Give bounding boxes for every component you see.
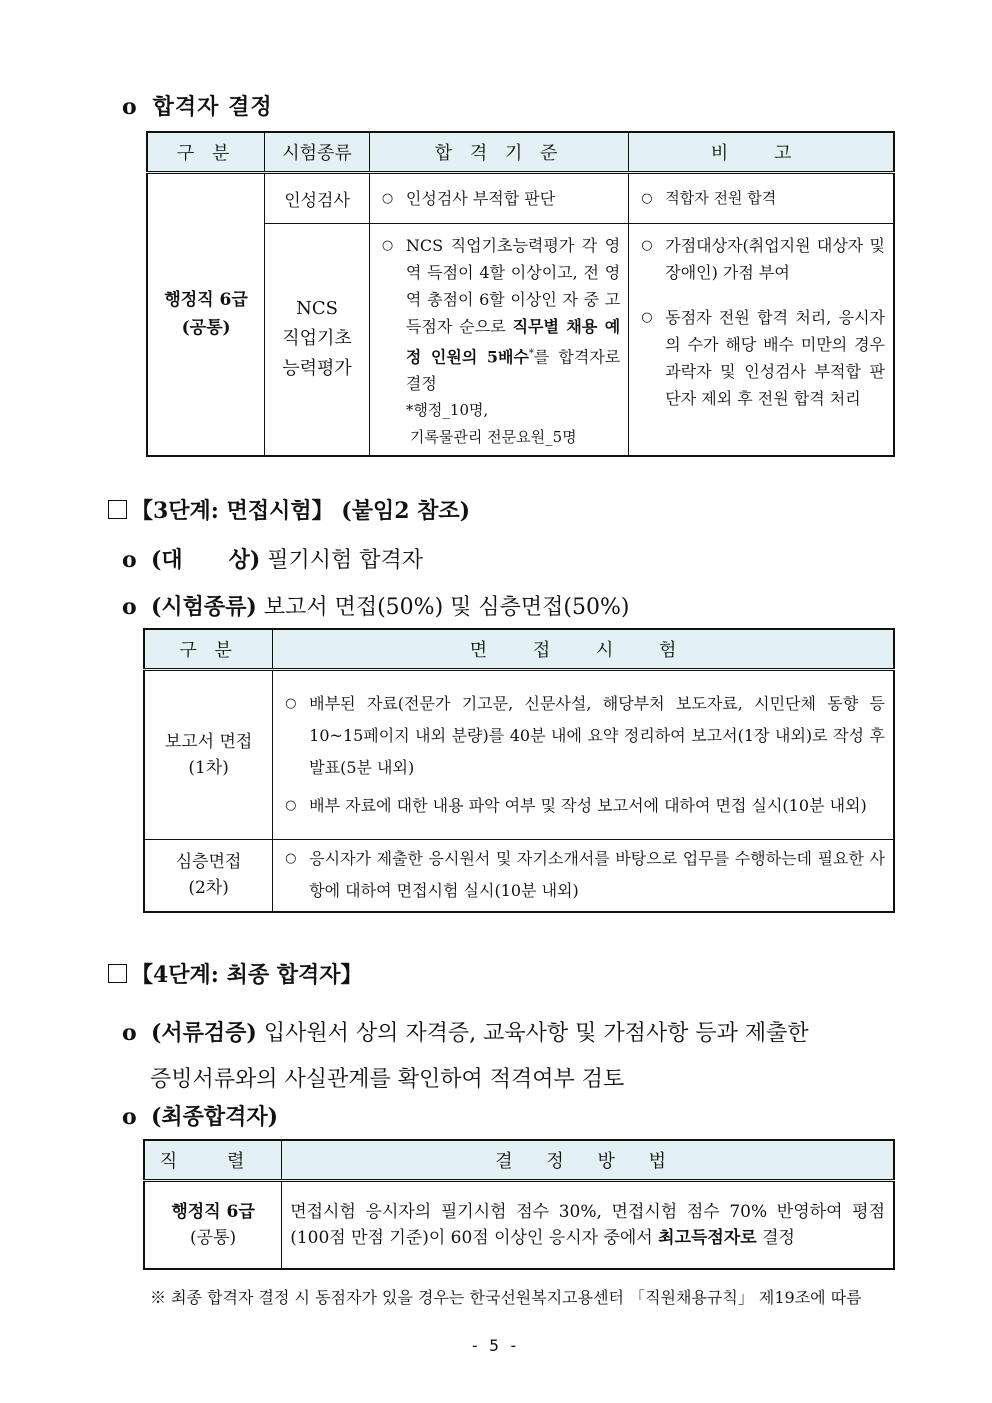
method-tail: 결정 (756, 1227, 795, 1248)
stage3-title: 【3단계: 면접시험】 (131, 498, 334, 524)
criteria-text (406, 232, 620, 451)
col-header-category: 구 분 (147, 132, 265, 173)
item-value-line1: 입사원서 상의 자격증, 교육사항 및 가점사항 등과 제출한 (263, 1021, 809, 1046)
category-cell (144, 840, 273, 912)
method-bold: 최고득점자로 (658, 1227, 757, 1248)
exam-type-cell: 인성검사 (265, 173, 370, 224)
exam-type-cell (265, 224, 370, 456)
table-row (144, 840, 894, 912)
category-cell (144, 670, 273, 840)
col-header-remarks: 비 고 (629, 132, 894, 173)
criteria-text-part: 를 합격자로 결정 (405, 347, 621, 394)
item-label: (시험종류) (151, 594, 257, 620)
category-line1: 보고서 면접 (164, 732, 253, 752)
category-line2: (1차) (188, 758, 229, 778)
page-number: - 5 - (470, 1336, 519, 1355)
stage4-item-doc-verify (122, 1010, 897, 1103)
heading-bullet: o (122, 94, 138, 120)
category-line2: (공통) (190, 1227, 237, 1248)
category-line2: (2차) (188, 878, 229, 899)
stage4-title: 【4단계: 최종 합격자】 (131, 962, 363, 988)
final-pass-table (143, 1139, 895, 1270)
table-row (144, 1181, 894, 1269)
category-cell (144, 1181, 282, 1269)
pass-decision-table (146, 131, 895, 457)
col-header-method: 결 정 방 법 (282, 1140, 894, 1181)
item-label: (최종합격자) (151, 1104, 279, 1130)
stage4-heading (108, 958, 363, 989)
checkbox-square-icon (108, 500, 127, 519)
stage3-item-target (122, 543, 423, 574)
stage3-item-exam-type (122, 590, 629, 621)
bullet-icon: ○ (381, 191, 394, 206)
bullet: o (122, 1020, 137, 1046)
item-value-line2: 증빙서류와의 사실관계를 확인하여 적격여부 검토 (150, 1067, 625, 1092)
stage3-heading (108, 494, 470, 525)
table-row (144, 670, 894, 840)
bullet-icon: ○ (641, 191, 653, 206)
bullet-icon: ○ (285, 798, 297, 813)
exam-type-line: 능력평가 (282, 358, 352, 380)
category-line1: 심층면접 (175, 852, 242, 873)
table-header-row (144, 1140, 894, 1181)
heading-text: 합격자 결정 (152, 94, 273, 120)
bullet-icon: ○ (641, 310, 653, 325)
criteria-text-part: NCS 직업기초능력평가 각 영역 득점이 4할 이상이고, 전 영역 총점이 6할 이상인 자 중 고득점자 순으로 (405, 236, 621, 336)
bullet: o (122, 1104, 137, 1130)
item-label: (대 상) (151, 547, 261, 573)
col-header-job-series: 직 렬 (144, 1140, 282, 1181)
checkbox-square-icon (108, 964, 127, 983)
remarks-cell: ○ 가점대상자(취업지원 대상자 및 장애인) 가점 부여 ○ 동점자 전원 합격 처리, 응시자의 수가 해당 배수 미만의 경우 과락자 및 인성검사 부적합 판단자 제외 후 전원 합격 처리 (629, 224, 894, 456)
table-row (147, 173, 894, 224)
method-cell (282, 1181, 894, 1269)
bullet-icon: ○ (381, 238, 394, 253)
exam-type-line: NCS (296, 298, 338, 320)
pass-decision-heading (122, 90, 273, 121)
interview-table (143, 628, 895, 913)
col-header-criteria: 합 격 기 준 (369, 132, 628, 173)
method-text: 면접시험 응시자의 필기시험 점수 30%, 면접시험 점수 70% 반영하여 평점(100점 만점 기준)이 60점 이상인 응시자 중에서 (290, 1201, 885, 1248)
footnote: ※ 최종 합격자 결정 시 동점자가 있을 경우는 한국선원복지고용센터 「직원채용규칙」 제19조에 따름 (150, 1288, 862, 1307)
col-header-exam-type: 시험종류 (265, 132, 370, 173)
category-cell (147, 173, 265, 456)
bullet-icon: ○ (641, 238, 653, 253)
bullet-icon: ○ (285, 851, 297, 867)
bullet-icon: ○ (285, 696, 297, 711)
item-label: (서류검증) (151, 1020, 257, 1046)
stage4-item-final (122, 1100, 278, 1131)
remarks-cell: ○ 적합자 전원 합격 (629, 173, 894, 224)
item-value: 보고서 면접(50%) 및 심층면접(50%) (263, 595, 630, 620)
interview-detail-cell: ○ 배부된 자료(전문가 기고문, 신문사설, 해당부처 보도자료, 시민단체 동향 등 10~15페이지 내외 분량)를 40분 내에 요약 정리하여 보고서(1장 내외)로 작성 후 발표(5분 내외) ○ 배부 자료에 대한 내용 파악 여부 및 작성 보고서에 대하여 면접 실시(10분 내외) (273, 670, 894, 840)
col-header-interview: 면 접 시 험 (273, 629, 894, 670)
bullet: o (122, 547, 137, 573)
exam-type-line: 직업기초 (282, 328, 352, 350)
criteria-cell (369, 224, 628, 456)
criteria-note-line1: *행정_10명, (405, 401, 489, 420)
criteria-note-line2: 기록물관리 전문요원_5명 (409, 428, 577, 447)
category-line1: 행정직 6급 (164, 290, 248, 311)
category-line2: (공통) (181, 318, 231, 339)
table-header-row (144, 629, 894, 670)
category-line1: 행정직 6급 (171, 1201, 255, 1222)
bullet: o (122, 594, 137, 620)
footnote-marker: * (528, 348, 534, 359)
col-header-category: 구 분 (144, 629, 273, 670)
criteria-cell: ○ 인성검사 부적합 판단 (369, 173, 628, 224)
stage3-title-suffix: (붙임2 참조) (341, 498, 471, 524)
table-header-row (147, 132, 894, 173)
interview-detail-cell: ○ 응시자가 제출한 응시원서 및 자기소개서를 바탕으로 업무를 수행하는데 필요한 사항에 대하여 면접시험 실시(10분 내외) (273, 840, 894, 912)
item-value: 필기시험 합격자 (267, 548, 424, 573)
criteria-bold: 직무별 채용 예정 인원의 5배수 (405, 317, 621, 367)
